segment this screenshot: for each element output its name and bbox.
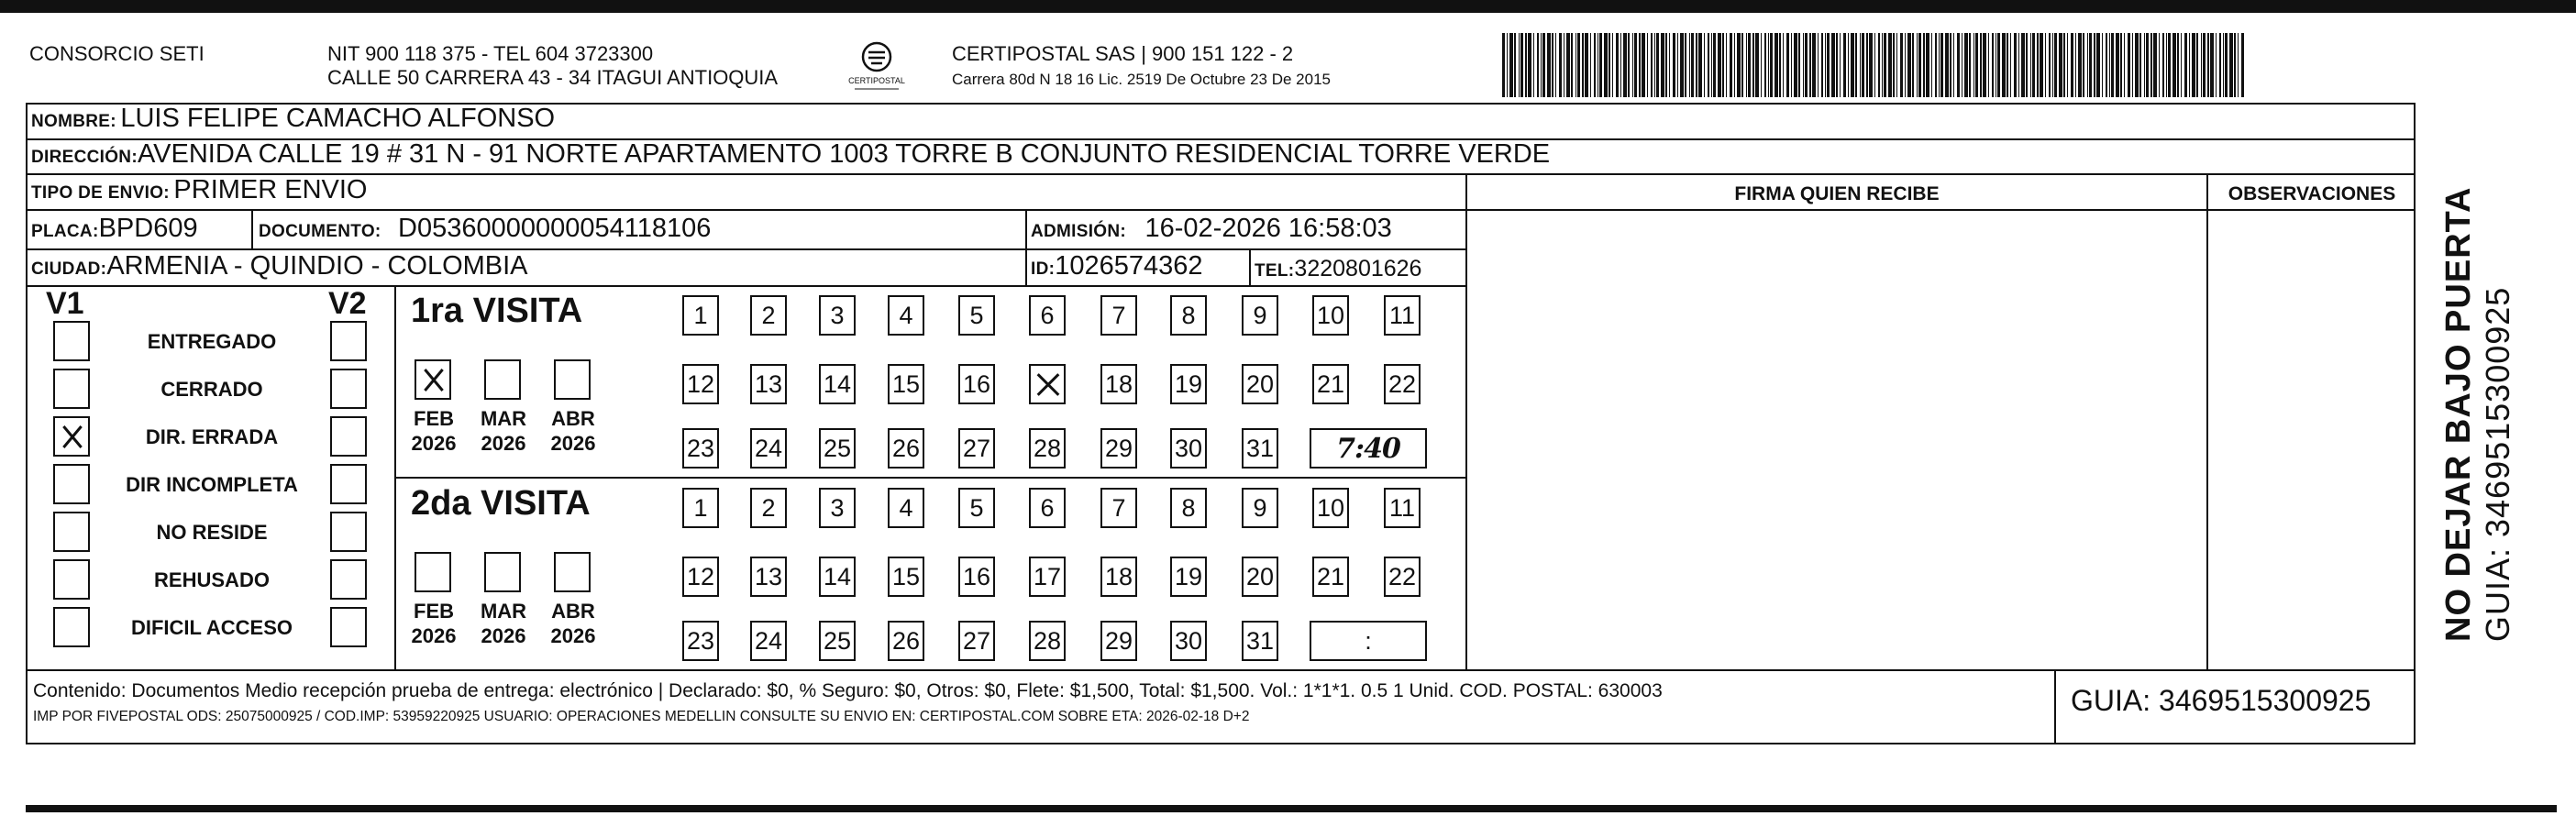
status-v2-checkbox[interactable]: [330, 607, 367, 647]
day-box[interactable]: 7: [1100, 295, 1137, 336]
rule: [394, 285, 396, 669]
v2-label: V2: [328, 286, 367, 321]
recipient-address: AVENIDA CALLE 19 # 31 N - 91 NORTE APARTAMENTO 1003 TORRE B CONJUNTO RESIDENCIAL TORRE VERDE: [137, 139, 1551, 169]
month-name: FEB: [414, 407, 454, 430]
month-year: 2026: [411, 432, 457, 455]
status-label: NO RESIDE: [156, 521, 268, 544]
name-row: [31, 104, 555, 134]
day-box[interactable]: 28: [1029, 621, 1066, 661]
tel-value: 3220801626: [1294, 256, 1422, 281]
day-box[interactable]: 20: [1242, 364, 1278, 404]
footer-print-info: IMP POR FIVEPOSTAL ODS: 25075000925 / COD.IMP: 53959220925 USUARIO: OPERACIONES MEDELLIN CONSULTE SU ENVIO EN: CERTIPOSTAL.COM SOBRE ETA: 2026-02-18 D+2: [33, 709, 1250, 724]
day-box[interactable]: 7: [1100, 488, 1137, 528]
day-box[interactable]: 28: [1029, 428, 1066, 469]
company-nit: NIT 900 118 375 - TEL 604 3723300: [327, 42, 654, 65]
month-checkbox[interactable]: [554, 359, 591, 400]
day-box[interactable]: 2: [750, 295, 787, 336]
admission-cell: [1031, 214, 1392, 244]
v1-label: V1: [46, 286, 84, 321]
id-label: ID:: [1031, 259, 1056, 279]
day-box[interactable]: 18: [1100, 557, 1137, 597]
side-text: [2439, 187, 2517, 642]
day-box[interactable]: 3: [819, 488, 856, 528]
month-year: 2026: [481, 432, 526, 455]
month-name: MAR: [480, 407, 527, 430]
month-label: [402, 599, 466, 648]
plate-value: BPD609: [98, 214, 198, 243]
day-box[interactable]: 2: [750, 488, 787, 528]
tel-cell: [1255, 256, 1421, 282]
month-label: [471, 599, 536, 648]
month-label: [402, 406, 466, 456]
day-box[interactable]: 20: [1242, 557, 1278, 597]
status-v1-checkbox[interactable]: [53, 607, 90, 647]
day-box[interactable]: 3: [819, 295, 856, 336]
company-name: CONSORCIO SETI: [29, 42, 205, 65]
rule: [251, 209, 253, 248]
document-label: DOCUMENTO:: [259, 222, 381, 241]
day-box[interactable]: 6: [1029, 488, 1066, 528]
status-v1-checkbox[interactable]: [53, 464, 90, 504]
footer-guide: GUIA: 3469515300925: [2071, 684, 2371, 717]
day-box[interactable]: 4: [888, 295, 924, 336]
day-box[interactable]: 25: [819, 428, 856, 469]
certipostal-logo: [844, 39, 910, 95]
day-box[interactable]: 31: [1242, 621, 1278, 661]
day-box[interactable]: 14: [819, 364, 856, 404]
courier-license: Carrera 80d N 18 16 Lic. 2519 De Octubre 23 De 2015: [952, 71, 1331, 88]
day-box[interactable]: 15: [888, 557, 924, 597]
month-checkbox[interactable]: [415, 552, 451, 592]
day-box[interactable]: 13: [750, 364, 787, 404]
shipping-type-row: [31, 175, 368, 205]
day-box[interactable]: 18: [1100, 364, 1137, 404]
day-box[interactable]: 29: [1100, 621, 1137, 661]
month-checkbox[interactable]: [484, 359, 521, 400]
city-label: CIUDAD:: [31, 259, 107, 279]
status-v2-checkbox[interactable]: [330, 416, 367, 457]
day-box[interactable]: 22: [1384, 364, 1421, 404]
barcode: [1502, 33, 2254, 97]
rule: [1465, 173, 1467, 669]
day-box[interactable]: 19: [1170, 364, 1207, 404]
day-box[interactable]: 31: [1242, 428, 1278, 469]
day-box[interactable]: 23: [682, 621, 719, 661]
rule: [2206, 173, 2208, 669]
day-box[interactable]: 19: [1170, 557, 1207, 597]
plate-label: PLACA:: [31, 222, 99, 241]
day-box[interactable]: 17: [1029, 557, 1066, 597]
footer-contents: Contenido: Documentos Medio recepción prueba de entrega: electrónico | Declarado: $0, % Seguro: $0, Otros: $0, Flete: $1,500, Total: $1,500. Vol.: 1*1*1. 0.5 1 Unid. COD. POSTAL: 630003: [33, 680, 1663, 701]
courier-name: CERTIPOSTAL SAS | 900 151 122 - 2: [952, 42, 1294, 65]
month-name: ABR: [551, 600, 595, 623]
day-box[interactable]: 1: [682, 295, 719, 336]
status-v1-checkbox[interactable]: [53, 512, 90, 552]
admission-label: ADMISIÓN:: [1031, 222, 1127, 241]
month-label: [541, 599, 605, 648]
month-name: ABR: [551, 407, 595, 430]
day-box[interactable]: 21: [1312, 364, 1349, 404]
rule: [1025, 209, 1027, 285]
day-box[interactable]: 22: [1384, 557, 1421, 597]
status-v2-checkbox[interactable]: [330, 464, 367, 504]
month-year: 2026: [550, 624, 596, 647]
company-address: CALLE 50 CARRERA 43 - 34 ITAGUI ANTIOQUIA: [327, 66, 779, 89]
rule: [394, 477, 1467, 479]
month-checkbox[interactable]: [554, 552, 591, 592]
status-label: CERRADO: [160, 378, 263, 401]
top-edge-bar: [0, 0, 2576, 13]
tel-label: TEL:: [1255, 261, 1295, 281]
recipient-name: LUIS FELIPE CAMACHO ALFONSO: [120, 104, 556, 133]
city-value: ARMENIA - QUINDIO - COLOMBIA: [106, 251, 528, 281]
day-box[interactable]: 27: [958, 428, 995, 469]
signature-header: FIRMA QUIEN RECIBE: [1734, 183, 1940, 204]
bottom-edge-bar: [26, 805, 2557, 812]
day-box[interactable]: 16: [958, 557, 995, 597]
rule: [1249, 248, 1251, 285]
day-box[interactable]: 15: [888, 364, 924, 404]
day-box[interactable]: 11: [1384, 488, 1421, 528]
shipping-type-label: TIPO DE ENVIO:: [31, 183, 170, 203]
time-box[interactable]: 7:40: [1310, 428, 1427, 469]
day-box[interactable]: 21: [1312, 557, 1349, 597]
day-box[interactable]: 26: [888, 428, 924, 469]
status-label: DIR INCOMPLETA: [126, 473, 298, 496]
day-box[interactable]: 9: [1242, 488, 1278, 528]
rule: [26, 248, 1467, 250]
day-box[interactable]: 9: [1242, 295, 1278, 336]
status-v2-checkbox[interactable]: [330, 559, 367, 600]
day-box[interactable]: 26: [888, 621, 924, 661]
svg-text:CERTIPOSTAL: CERTIPOSTAL: [848, 76, 905, 85]
day-box[interactable]: 24: [750, 621, 787, 661]
shipping-type: PRIMER ENVIO: [173, 175, 368, 204]
day-box[interactable]: 4: [888, 488, 924, 528]
day-box[interactable]: 11: [1384, 295, 1421, 336]
visit-2-title: 2da VISITA: [411, 484, 591, 523]
document-value: D05360000000054118106: [398, 214, 712, 243]
address-label: DIRECCIÓN:: [31, 148, 138, 167]
day-box[interactable]: 16: [958, 364, 995, 404]
day-box[interactable]: 1: [682, 488, 719, 528]
month-label: [541, 406, 605, 456]
day-box[interactable]: 8: [1170, 295, 1207, 336]
barcode-bar: [2244, 33, 2246, 97]
admission-value: 16-02-2026 16:58:03: [1144, 214, 1392, 243]
day-box[interactable]: 23: [682, 428, 719, 469]
plate-cell: [31, 214, 198, 244]
month-year: 2026: [411, 624, 457, 647]
day-box[interactable]: 27: [958, 621, 995, 661]
rule: [26, 173, 2416, 175]
status-v1-checkbox[interactable]: [53, 559, 90, 600]
month-name: MAR: [480, 600, 527, 623]
id-value: 1026574362: [1055, 251, 1203, 281]
status-label: DIR. ERRADA: [145, 425, 279, 448]
status-v2-checkbox[interactable]: [330, 512, 367, 552]
day-box[interactable]: 12: [682, 364, 719, 404]
day-box[interactable]: [1029, 364, 1066, 404]
day-box[interactable]: 13: [750, 557, 787, 597]
month-label: [471, 406, 536, 456]
status-v2-checkbox[interactable]: [330, 369, 367, 409]
status-v1-checkbox[interactable]: [53, 369, 90, 409]
day-box[interactable]: 10: [1312, 295, 1349, 336]
document-cell: [259, 214, 711, 244]
visit-1-title: 1ra VISITA: [411, 292, 583, 330]
day-box[interactable]: 5: [958, 488, 995, 528]
month-year: 2026: [550, 432, 596, 455]
rule: [26, 209, 2416, 211]
day-box[interactable]: 8: [1170, 488, 1207, 528]
status-label: REHUSADO: [154, 568, 270, 591]
rule: [26, 669, 2416, 671]
status-label: ENTREGADO: [147, 330, 277, 353]
month-checkbox[interactable]: [484, 552, 521, 592]
day-box[interactable]: 14: [819, 557, 856, 597]
status-label: DIFICIL ACCESO: [130, 616, 293, 639]
rule: [2054, 669, 2056, 744]
name-label: NOMBRE:: [31, 112, 116, 131]
day-box[interactable]: 29: [1100, 428, 1137, 469]
time-box[interactable]: :: [1310, 621, 1427, 661]
address-row: [31, 139, 1550, 170]
month-name: FEB: [414, 600, 454, 623]
side-guide: GUIA: 3469515300925: [2479, 286, 2516, 642]
day-box[interactable]: 30: [1170, 621, 1207, 661]
day-box[interactable]: 10: [1312, 488, 1349, 528]
month-checkbox[interactable]: [415, 359, 451, 400]
observations-header: OBSERVACIONES: [2228, 183, 2396, 204]
month-year: 2026: [481, 624, 526, 647]
day-box[interactable]: 6: [1029, 295, 1066, 336]
status-v2-checkbox[interactable]: [330, 321, 367, 361]
id-cell: [1031, 251, 1203, 281]
city-cell: [31, 251, 528, 281]
rule: [26, 285, 1467, 287]
side-warning: NO DEJAR BAJO PUERTA: [2439, 186, 2478, 642]
day-box[interactable]: 30: [1170, 428, 1207, 469]
day-box[interactable]: 25: [819, 621, 856, 661]
status-v1-checkbox[interactable]: [53, 416, 90, 457]
day-box[interactable]: 12: [682, 557, 719, 597]
day-box[interactable]: 5: [958, 295, 995, 336]
day-box[interactable]: 24: [750, 428, 787, 469]
status-v1-checkbox[interactable]: [53, 321, 90, 361]
